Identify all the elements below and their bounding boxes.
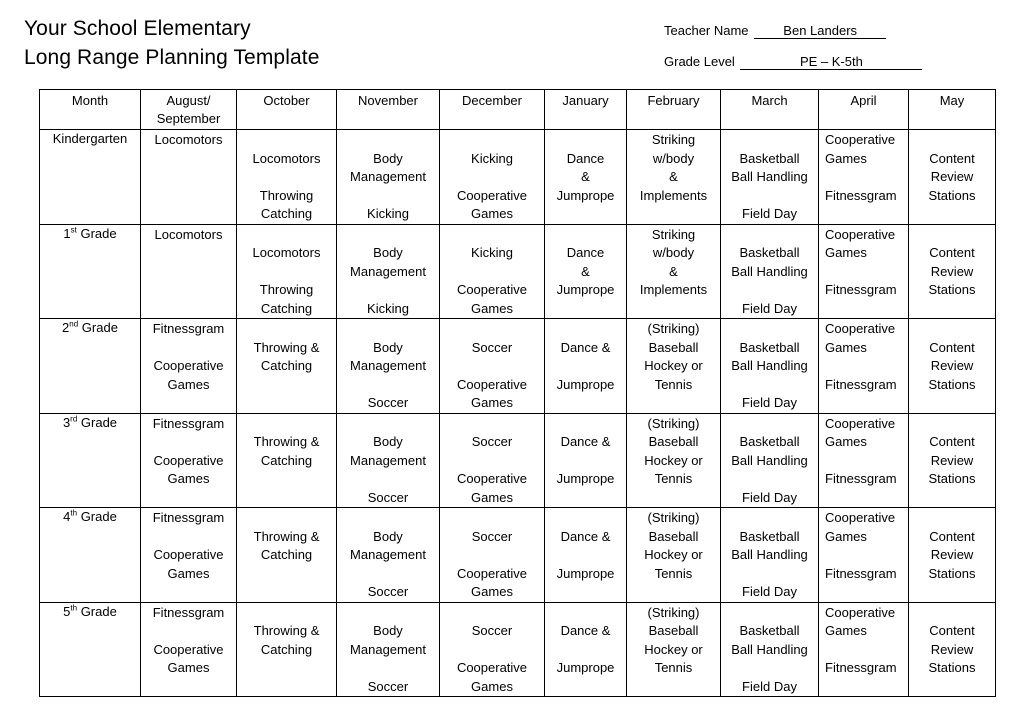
plan-cell-text: Cooperative Games Fitnessgram [825,415,897,486]
plan-cell [909,413,996,508]
plan-cell [237,319,337,414]
plan-cell [819,508,909,603]
teacher-name-value: Ben Landers [754,23,886,39]
plan-cell-text: Fitnessgram Cooperative Games [152,415,225,486]
plan-cell-text: Cooperative Games Fitnessgram [825,226,897,297]
grade-label: 4 [63,509,71,524]
plan-cell [721,224,819,319]
plan-cell-text: Locomotors [154,226,223,242]
column-header: November [337,90,440,130]
grade-level-value: PE – K-5th [740,54,922,70]
plan-cell-text: Cooperative Games Fitnessgram [825,604,897,675]
plan-cell [237,508,337,603]
plan-cell-text: Content Review Stations [928,150,976,203]
grade-cell [40,319,141,414]
plan-cell-text: Fitnessgram Cooperative Games [152,321,225,392]
plan-cell [819,130,909,225]
plan-cell [819,224,909,319]
plan-cell-text: Content Review Stations [928,434,976,486]
plan-cell [237,602,337,697]
grade-ordinal: th [70,603,78,613]
grade-suffix: Grade [77,603,117,619]
plan-cell [721,319,819,414]
plan-cell-text: Body Management Soccer [350,528,426,599]
plan-cell-text: Content Review Stations [928,528,976,581]
table-row [40,413,996,508]
plan-cell-text: Content Review Stations [928,339,976,392]
plan-cell [337,602,440,697]
plan-cell-text: Striking w/body & Implements [639,226,708,297]
plan-cell [627,508,721,603]
plan-cell [141,224,237,319]
grade-label: 5 [63,603,71,619]
plan-cell-text: Throwing & Catching [253,434,320,468]
plan-cell [627,224,721,319]
plan-cell-text: Striking w/body & Implements [639,132,708,203]
plan-cell-text: Fitnessgram Cooperative Games [152,510,225,581]
plan-cell-text: Fitnessgram Cooperative Games [152,604,225,675]
grade-ordinal: th [70,508,78,518]
plan-cell-text: Cooperative Games Fitnessgram [825,321,897,392]
table-row [40,602,996,697]
plan-cell-text: Locomotors Throwing Catching [252,150,321,221]
teacher-name-line [664,23,886,39]
teacher-name-label: Teacher Name [664,23,749,38]
plan-cell-text: Body Management Kicking [350,150,426,221]
plan-cell [721,413,819,508]
column-header: December [440,90,545,130]
grade-cell [40,602,141,697]
table-row [40,224,996,319]
grade-cell [40,224,141,319]
column-header: October [237,90,337,130]
plan-cell-text: Basketball Ball Handling Field Day [731,339,808,410]
plan-cell-text: Throwing & Catching [253,339,320,373]
grade-ordinal: rd [70,414,78,424]
plan-cell-text: Body Management Soccer [350,623,426,694]
plan-cell [721,130,819,225]
table-row [40,130,996,225]
grade-suffix: Grade [77,509,117,524]
plan-cell [721,508,819,603]
grade-level-label: Grade Level [664,54,735,69]
column-header: February [627,90,721,130]
table-body [40,130,996,697]
school-title: Your School Elementary [24,17,251,40]
plan-cell [545,602,627,697]
plan-cell [141,130,237,225]
plan-cell [440,508,545,603]
plan-cell-text: Basketball Ball Handling Field Day [731,434,808,505]
plan-cell [819,413,909,508]
plan-cell [909,224,996,319]
template-title: Long Range Planning Template [24,46,320,69]
plan-cell [237,224,337,319]
plan-cell [337,224,440,319]
plan-cell [721,602,819,697]
plan-cell-text: Basketball Ball Handling Field Day [731,623,808,694]
plan-cell-text: Cooperative Games Fitnessgram [825,510,897,581]
plan-cell [237,130,337,225]
plan-cell [909,602,996,697]
plan-cell [545,413,627,508]
plan-cell-text: Locomotors Throwing Catching [252,245,321,316]
plan-cell [819,319,909,414]
column-header: April [819,90,909,130]
grade-cell [40,130,141,225]
plan-cell-text: Throwing & Catching [253,623,320,657]
plan-cell-text: Content Review Stations [928,245,976,297]
plan-cell-text: Soccer Cooperative Games [456,339,528,410]
plan-cell [337,319,440,414]
grade-label: 2 [62,320,70,335]
grade-ordinal: st [70,225,77,235]
plan-cell [141,508,237,603]
grade-label: 3 [62,414,71,430]
plan-cell-text: Body Management Kicking [350,245,426,316]
grade-ordinal: nd [69,319,79,329]
plan-cell-text: Cooperative Games Fitnessgram [825,132,897,203]
plan-cell [545,319,627,414]
plan-cell-text: Dance & Jumprope [556,434,615,486]
grade-cell [40,413,141,508]
plan-cell [440,413,545,508]
plan-cell [545,224,627,319]
plan-cell-text: (Striking) Baseball Hockey or Tennis [644,415,703,486]
plan-cell-text: (Striking) Baseball Hockey or Tennis [644,321,703,392]
plan-cell-text: (Striking) Baseball Hockey or Tennis [644,510,703,581]
plan-cell-text: Basketball Ball Handling Field Day [731,528,808,599]
plan-cell-text: (Striking) Baseball Hockey or Tennis [644,604,703,675]
plan-cell-text: Content Review Stations [928,623,976,675]
plan-cell-text: Throwing & Catching [253,528,320,562]
plan-cell-text: Dance & Jumprope [556,528,615,581]
plan-cell [909,319,996,414]
column-header: Month [40,90,141,130]
header-row [40,90,996,130]
column-header: May [909,90,996,130]
plan-cell [909,508,996,603]
plan-cell-text: Dance & Jumprope [556,150,615,203]
plan-cell-text: Body Management Soccer [350,434,426,505]
plan-cell-text: Kicking Cooperative Games [456,150,528,221]
plan-cell-text: Locomotors [154,132,223,147]
plan-cell [627,602,721,697]
column-header: August/ September [141,90,237,130]
plan-cell-text: Dance & Jumprope [556,245,615,297]
plan-cell [237,413,337,508]
plan-cell [627,130,721,225]
table-row [40,319,996,414]
plan-cell-text: Soccer Cooperative Games [456,434,528,505]
column-header: January [545,90,627,130]
plan-cell-text: Soccer Cooperative Games [456,528,528,599]
plan-cell-text: Kicking Cooperative Games [456,245,528,316]
plan-cell [909,130,996,225]
grade-suffix: Grade [77,414,118,430]
plan-cell [440,224,545,319]
grade-label: Kindergarten [52,131,128,146]
plan-cell [141,602,237,697]
plan-cell [440,319,545,414]
plan-cell-text: Body Management Soccer [350,339,426,410]
plan-cell-text: Basketball Ball Handling Field Day [731,245,808,316]
plan-cell [545,130,627,225]
plan-cell [819,602,909,697]
grade-cell [40,508,141,603]
plan-cell-text: Dance & Jumprope [556,339,615,392]
plan-cell [337,413,440,508]
plan-cell [627,319,721,414]
plan-cell [141,413,237,508]
plan-cell [337,508,440,603]
column-header: March [721,90,819,130]
plan-cell-text: Soccer Cooperative Games [456,623,528,694]
planning-table [39,89,996,697]
grade-suffix: Grade [78,320,118,335]
table-row [40,508,996,603]
plan-cell [440,602,545,697]
plan-cell-text: Dance & Jumprope [556,623,615,675]
plan-cell [440,130,545,225]
plan-cell-text: Basketball Ball Handling Field Day [731,150,808,221]
plan-cell [627,413,721,508]
plan-cell [545,508,627,603]
grade-level-line [664,54,922,70]
grade-suffix: Grade [76,225,117,241]
plan-cell [337,130,440,225]
plan-cell [141,319,237,414]
grade-label: 1 [63,225,71,241]
